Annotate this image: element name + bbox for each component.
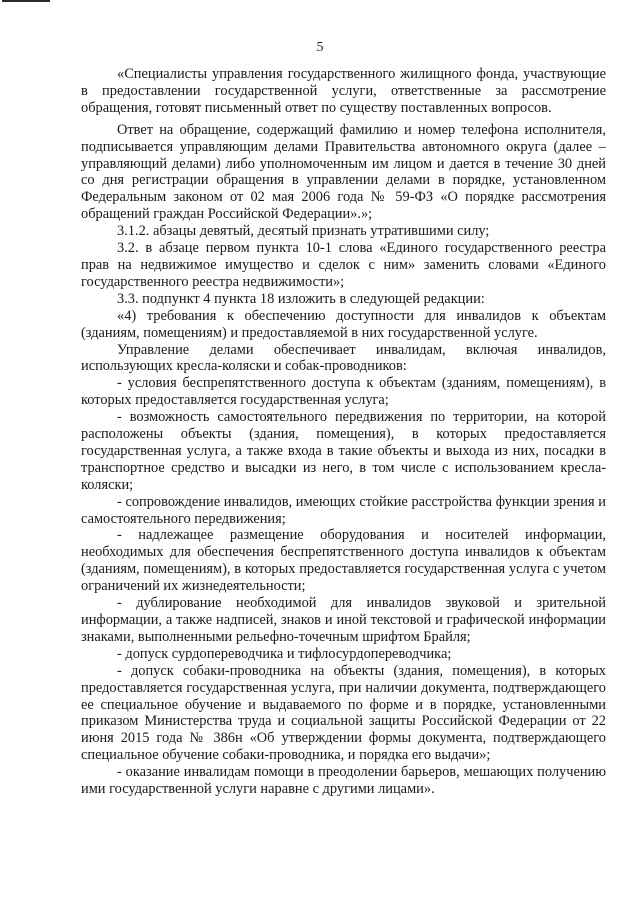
list-item-assistance: - оказание инвалидам помощи в преодолении барьеров, мешающих получению ими государственной услуги наравне с другими лицами». (81, 764, 606, 798)
list-item-interpreter: - допуск сурдопереводчика и тифлосурдопереводчика; (117, 645, 452, 662)
list-item-escort: - сопровождение инвалидов, имеющих стойкие расстройства функции зрения и самостоятельного передвижения; (81, 493, 606, 527)
list-item-equipment: - надлежащее размещение оборудования и носителей информации, необходимых для обеспечения беспрепятственного доступа инвалидов к объектам (зданиям, помещениям), в которых предоставляется государственная услуга с учетом ограничений их жизнедеятельности; (81, 527, 606, 595)
paragraph-response: Ответ на обращение, содержащий фамилию и номер телефона исполнителя, подписывается управляющим делами Правительства автономного округа (далее – управляющий делами) либо уполномоченным им лицом и дается в течение 30 дней со дня регистрации обращения в управлении делами в порядке, установленном Федеральным законом от 02 мая 2006 года № 59-ФЗ «О порядке рассмотрения обращений граждан Российской Федерации».»; (81, 121, 606, 223)
list-item-guide-dog: - допуск собаки-проводника на объекты (здания, помещения), в которых предоставляется государственная услуга, при наличии документа, подтверждающего ее специальное обучение и выдаваемого по форме и в порядке, установленными приказом Министерства труда и социальной защиты Российской Федерации от 22 июня 2015 года № 386н «Об утверждении формы документа, подтверждающего специальное обучение собаки-проводника, и порядка его выдачи»; (81, 662, 606, 764)
list-item-movement: - возможность самостоятельного передвижения по территории, на которой расположены объекты (здания, помещения), в которых предоставляется государственная услуга, а также входа в такие объекты и выхода из них, посадки в транспортное средство и высадки из него, в том числе с использованием кресла-коляски; (81, 409, 606, 493)
page-number: 5 (316, 40, 324, 55)
paragraph-management-provides: Управление делами обеспечивает инвалидам, включая инвалидов, использующих кресла-коляски и собак-проводников: (81, 341, 606, 375)
paragraph-3-3: 3.3. подпункт 4 пункта 18 изложить в следующей редакции: (117, 290, 485, 307)
list-item-access-conditions: - условия беспрепятственного доступа к объектам (зданиям, помещениям), в которых предоставляется государственная услуга; (81, 375, 606, 409)
scan-edge-mark (2, 0, 50, 2)
list-item-duplication: - дублирование необходимой для инвалидов звуковой и зрительной информации, а также надписей, знаков и иной текстовой и графической информации знаками, выполненными рельефно-точечным шрифтом Брайля; (81, 595, 606, 645)
paragraph-3-2: 3.2. в абзаце первом пункта 10-1 слова «Единого государственного реестра прав на недвижимое имущество и сделок с ним» заменить словами «Единого государственного реестра недвижимости»; (81, 240, 606, 290)
paragraph-requirements: «4) требования к обеспечению доступности для инвалидов к объектам (зданиям, помещениям) и предоставляемой в них государственной услуге. (81, 307, 606, 341)
document-body (81, 66, 606, 798)
paragraph-3-1-2: 3.1.2. абзацы девятый, десятый признать утратившими силу; (117, 223, 490, 240)
paragraph-specialists: «Специалисты управления государственного жилищного фонда, участвующие в предоставлении государственной услуги, ответственные за рассмотрение обращения, готовят письменный ответ по существу поставленных вопросов. (81, 66, 606, 116)
